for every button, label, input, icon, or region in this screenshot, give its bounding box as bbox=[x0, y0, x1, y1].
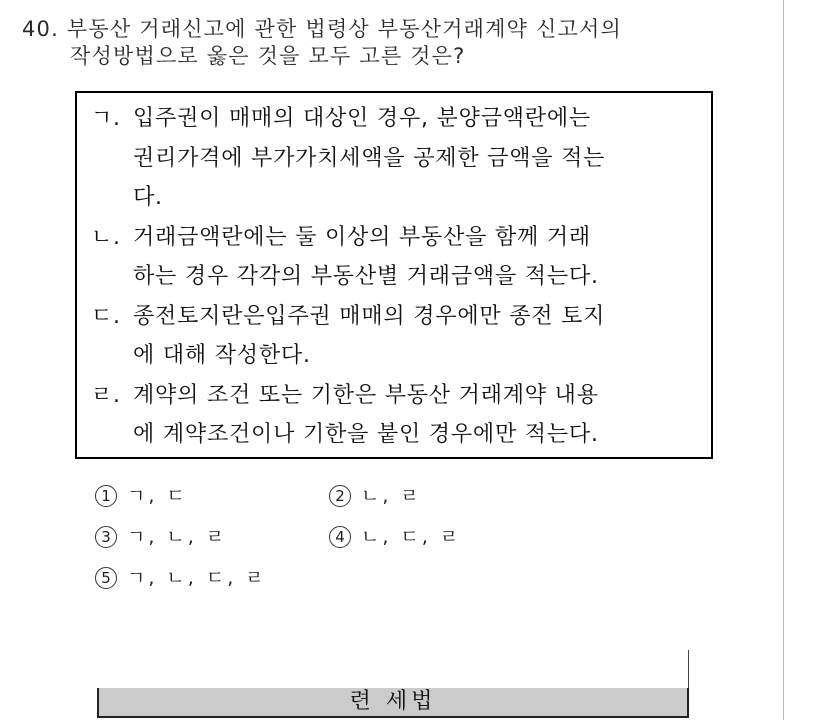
page-column-divider bbox=[783, 0, 784, 720]
section-header-bar: 련 세법 bbox=[97, 688, 689, 718]
choice-3[interactable] bbox=[95, 517, 329, 558]
question-line-1: 40. 부동산 거래신고에 관한 법령상 부동산거래계약 신고서의 bbox=[22, 17, 622, 41]
statement-d bbox=[91, 376, 711, 455]
choice-text: ㄴ, ㄹ bbox=[361, 485, 422, 507]
statement-c bbox=[91, 297, 711, 376]
statement-label: ㄱ. bbox=[91, 106, 121, 131]
choice-text: ㄱ, ㄴ, ㄹ bbox=[127, 526, 228, 548]
question-line-2: 작성방법으로 옳은 것을 모두 고른 것은? bbox=[70, 44, 466, 68]
choice-number-circle: 3 bbox=[95, 526, 117, 548]
choice-number-circle: 1 bbox=[95, 485, 117, 507]
statement-text: 에 대해 작성한다. bbox=[133, 343, 311, 368]
statement-a bbox=[91, 99, 711, 218]
statement-text: 입주권이 매매의 대상인 경우, 분양금액란에는 bbox=[133, 106, 591, 131]
statement-text: 권리가격에 부가가치세액을 공제한 금액을 적는 bbox=[133, 145, 606, 171]
statement-text: 에 계약조건이나 기한을 붙인 경우에만 적는다. bbox=[133, 422, 599, 447]
choice-text: ㄱ, ㄴ, ㄷ, ㄹ bbox=[127, 567, 267, 589]
choice-text: ㄴ, ㄷ, ㄹ bbox=[361, 526, 462, 548]
answer-choices bbox=[95, 476, 655, 599]
statement-label: ㄷ. bbox=[91, 303, 121, 329]
choice-5[interactable] bbox=[95, 558, 329, 599]
choice-1[interactable] bbox=[95, 476, 329, 517]
choice-number-circle: 2 bbox=[329, 485, 351, 507]
choice-number-circle: 5 bbox=[95, 567, 117, 589]
statement-text: 하는 경우 각각의 부동산별 거래금액을 적는다. bbox=[133, 264, 599, 289]
statement-box bbox=[75, 91, 713, 459]
statement-text: 계약의 조건 또는 기한은 부동산 거래계약 내용 bbox=[133, 382, 599, 408]
statement-b bbox=[91, 218, 711, 297]
choice-number-circle: 4 bbox=[329, 526, 351, 548]
statement-text: 종전토지란은입주권 매매의 경우에만 종전 토지 bbox=[133, 303, 606, 329]
choice-4[interactable] bbox=[329, 517, 563, 558]
question-stem bbox=[22, 16, 722, 70]
question-number: 40. bbox=[22, 17, 59, 41]
choice-2[interactable] bbox=[329, 476, 563, 517]
statement-text: 거래금액란에는 둘 이상의 부동산을 함께 거래 bbox=[133, 224, 591, 250]
statement-label: ㄹ. bbox=[91, 382, 121, 408]
choice-text: ㄱ, ㄷ bbox=[127, 485, 188, 507]
statement-label: ㄴ. bbox=[91, 224, 121, 250]
statement-text: 다. bbox=[133, 185, 163, 210]
